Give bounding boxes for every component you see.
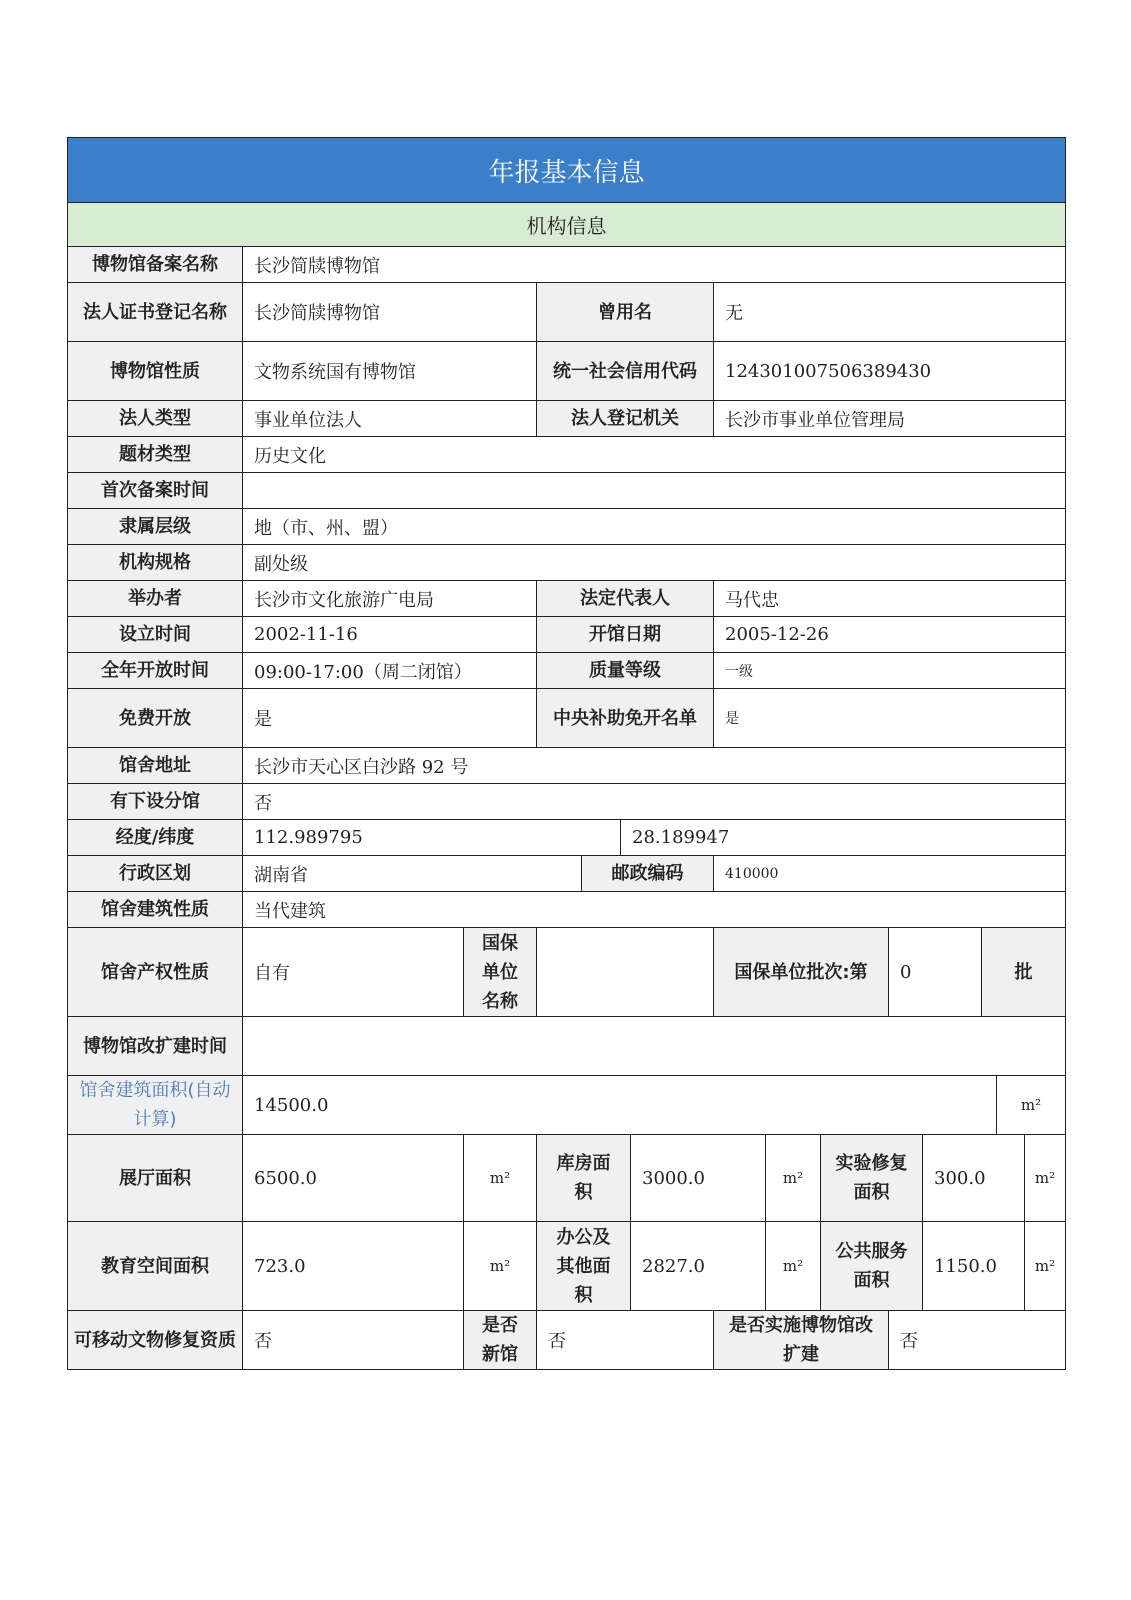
page-title: 年报基本信息 xyxy=(67,137,1066,203)
new-museum-label: 是否新馆 xyxy=(464,1311,537,1370)
level-value: 地（市、州、盟） xyxy=(243,509,1066,545)
cert-name-label: 法人证书登记名称 xyxy=(68,283,243,342)
edu-area-value: 723.0 xyxy=(243,1222,464,1311)
longitude-value: 112.989795 xyxy=(243,820,621,856)
reg-authority-label: 法人登记机关 xyxy=(537,401,714,437)
lab-area-value: 300.0 xyxy=(923,1135,1025,1222)
new-museum-value: 否 xyxy=(537,1311,714,1370)
national-batch-value: 0 xyxy=(889,928,982,1017)
national-batch-suffix: 批 xyxy=(982,928,1066,1017)
building-nature-label: 馆舍建筑性质 xyxy=(68,892,243,928)
lab-area-unit: m² xyxy=(1025,1135,1066,1222)
established-label: 设立时间 xyxy=(68,617,243,653)
theme-value: 历史文化 xyxy=(243,437,1066,473)
credit-code-label: 统一社会信用代码 xyxy=(537,342,714,401)
subsidy-value: 是 xyxy=(714,689,1066,748)
national-batch-label: 国保单位批次:第 xyxy=(714,928,889,1017)
public-area-unit: m² xyxy=(1025,1222,1066,1311)
first-filing-value xyxy=(243,473,1066,509)
organizer-value: 长沙市文化旅游广电局 xyxy=(243,581,537,617)
postcode-label: 邮政编码 xyxy=(582,856,714,892)
cert-name-value: 长沙简牍博物馆 xyxy=(243,283,537,342)
rank-label: 机构规格 xyxy=(68,545,243,581)
property-label: 馆舍产权性质 xyxy=(68,928,243,1017)
annual-report-table xyxy=(67,137,1066,1370)
office-area-value: 2827.0 xyxy=(631,1222,766,1311)
lab-area-label: 实验修复面积 xyxy=(821,1135,923,1222)
rank-value: 副处级 xyxy=(243,545,1066,581)
office-area-label: 办公及其他面积 xyxy=(537,1222,631,1311)
region-label: 行政区划 xyxy=(68,856,243,892)
subsidy-label: 中央补助免开名单 xyxy=(537,689,714,748)
filing-name-value: 长沙简牍博物馆 xyxy=(243,247,1066,283)
expansion-time-value xyxy=(243,1017,1066,1076)
region-value: 湖南省 xyxy=(243,856,582,892)
storage-area-label: 库房面积 xyxy=(537,1135,631,1222)
theme-label: 题材类型 xyxy=(68,437,243,473)
coords-label: 经度/纬度 xyxy=(68,820,243,856)
building-area-unit: m² xyxy=(997,1076,1066,1135)
public-area-label: 公共服务面积 xyxy=(821,1222,923,1311)
latitude-value: 28.189947 xyxy=(621,820,1066,856)
organizer-label: 举办者 xyxy=(68,581,243,617)
legal-rep-value: 马代忠 xyxy=(714,581,1066,617)
expansion-time-label: 博物馆改扩建时间 xyxy=(68,1017,243,1076)
opened-value: 2005-12-26 xyxy=(714,617,1066,653)
building-nature-value: 当代建筑 xyxy=(243,892,1066,928)
restoration-value: 否 xyxy=(243,1311,464,1370)
edu-area-unit: m² xyxy=(464,1222,537,1311)
hall-area-value: 6500.0 xyxy=(243,1135,464,1222)
free-value: 是 xyxy=(243,689,537,748)
national-unit-label: 国保单位名称 xyxy=(464,928,537,1017)
first-filing-label: 首次备案时间 xyxy=(68,473,243,509)
public-area-value: 1150.0 xyxy=(923,1222,1025,1311)
legal-rep-label: 法定代表人 xyxy=(537,581,714,617)
branches-value: 否 xyxy=(243,784,1066,820)
restoration-label: 可移动文物修复资质 xyxy=(68,1311,243,1370)
expansion-impl-value: 否 xyxy=(889,1311,1066,1370)
building-area-label: 馆舍建筑面积(自动计算) xyxy=(68,1076,243,1135)
section-title: 机构信息 xyxy=(67,203,1066,247)
nature-label: 博物馆性质 xyxy=(68,342,243,401)
quality-label: 质量等级 xyxy=(537,653,714,689)
storage-area-value: 3000.0 xyxy=(631,1135,766,1222)
legal-type-label: 法人类型 xyxy=(68,401,243,437)
filing-name-label: 博物馆备案名称 xyxy=(68,247,243,283)
building-area-value: 14500.0 xyxy=(243,1076,997,1135)
former-name-value: 无 xyxy=(714,283,1066,342)
hall-area-unit: m² xyxy=(464,1135,537,1222)
national-unit-value xyxy=(537,928,714,1017)
postcode-value: 410000 xyxy=(714,856,1066,892)
expansion-impl-label: 是否实施博物馆改扩建 xyxy=(714,1311,889,1370)
hall-area-label: 展厅面积 xyxy=(68,1135,243,1222)
free-label: 免费开放 xyxy=(68,689,243,748)
opened-label: 开馆日期 xyxy=(537,617,714,653)
reg-authority-value: 长沙市事业单位管理局 xyxy=(714,401,1066,437)
credit-code-value: 124301007506389430 xyxy=(714,342,1066,401)
storage-area-unit: m² xyxy=(766,1135,821,1222)
address-value: 长沙市天心区白沙路 92 号 xyxy=(243,748,1066,784)
quality-value: 一级 xyxy=(714,653,1066,689)
property-value: 自有 xyxy=(243,928,464,1017)
hours-label: 全年开放时间 xyxy=(68,653,243,689)
branches-label: 有下设分馆 xyxy=(68,784,243,820)
former-name-label: 曾用名 xyxy=(537,283,714,342)
level-label: 隶属层级 xyxy=(68,509,243,545)
nature-value: 文物系统国有博物馆 xyxy=(243,342,537,401)
edu-area-label: 教育空间面积 xyxy=(68,1222,243,1311)
office-area-unit: m² xyxy=(766,1222,821,1311)
address-label: 馆舍地址 xyxy=(68,748,243,784)
hours-value: 09:00-17:00（周二闭馆） xyxy=(243,653,537,689)
established-value: 2002-11-16 xyxy=(243,617,537,653)
legal-type-value: 事业单位法人 xyxy=(243,401,537,437)
